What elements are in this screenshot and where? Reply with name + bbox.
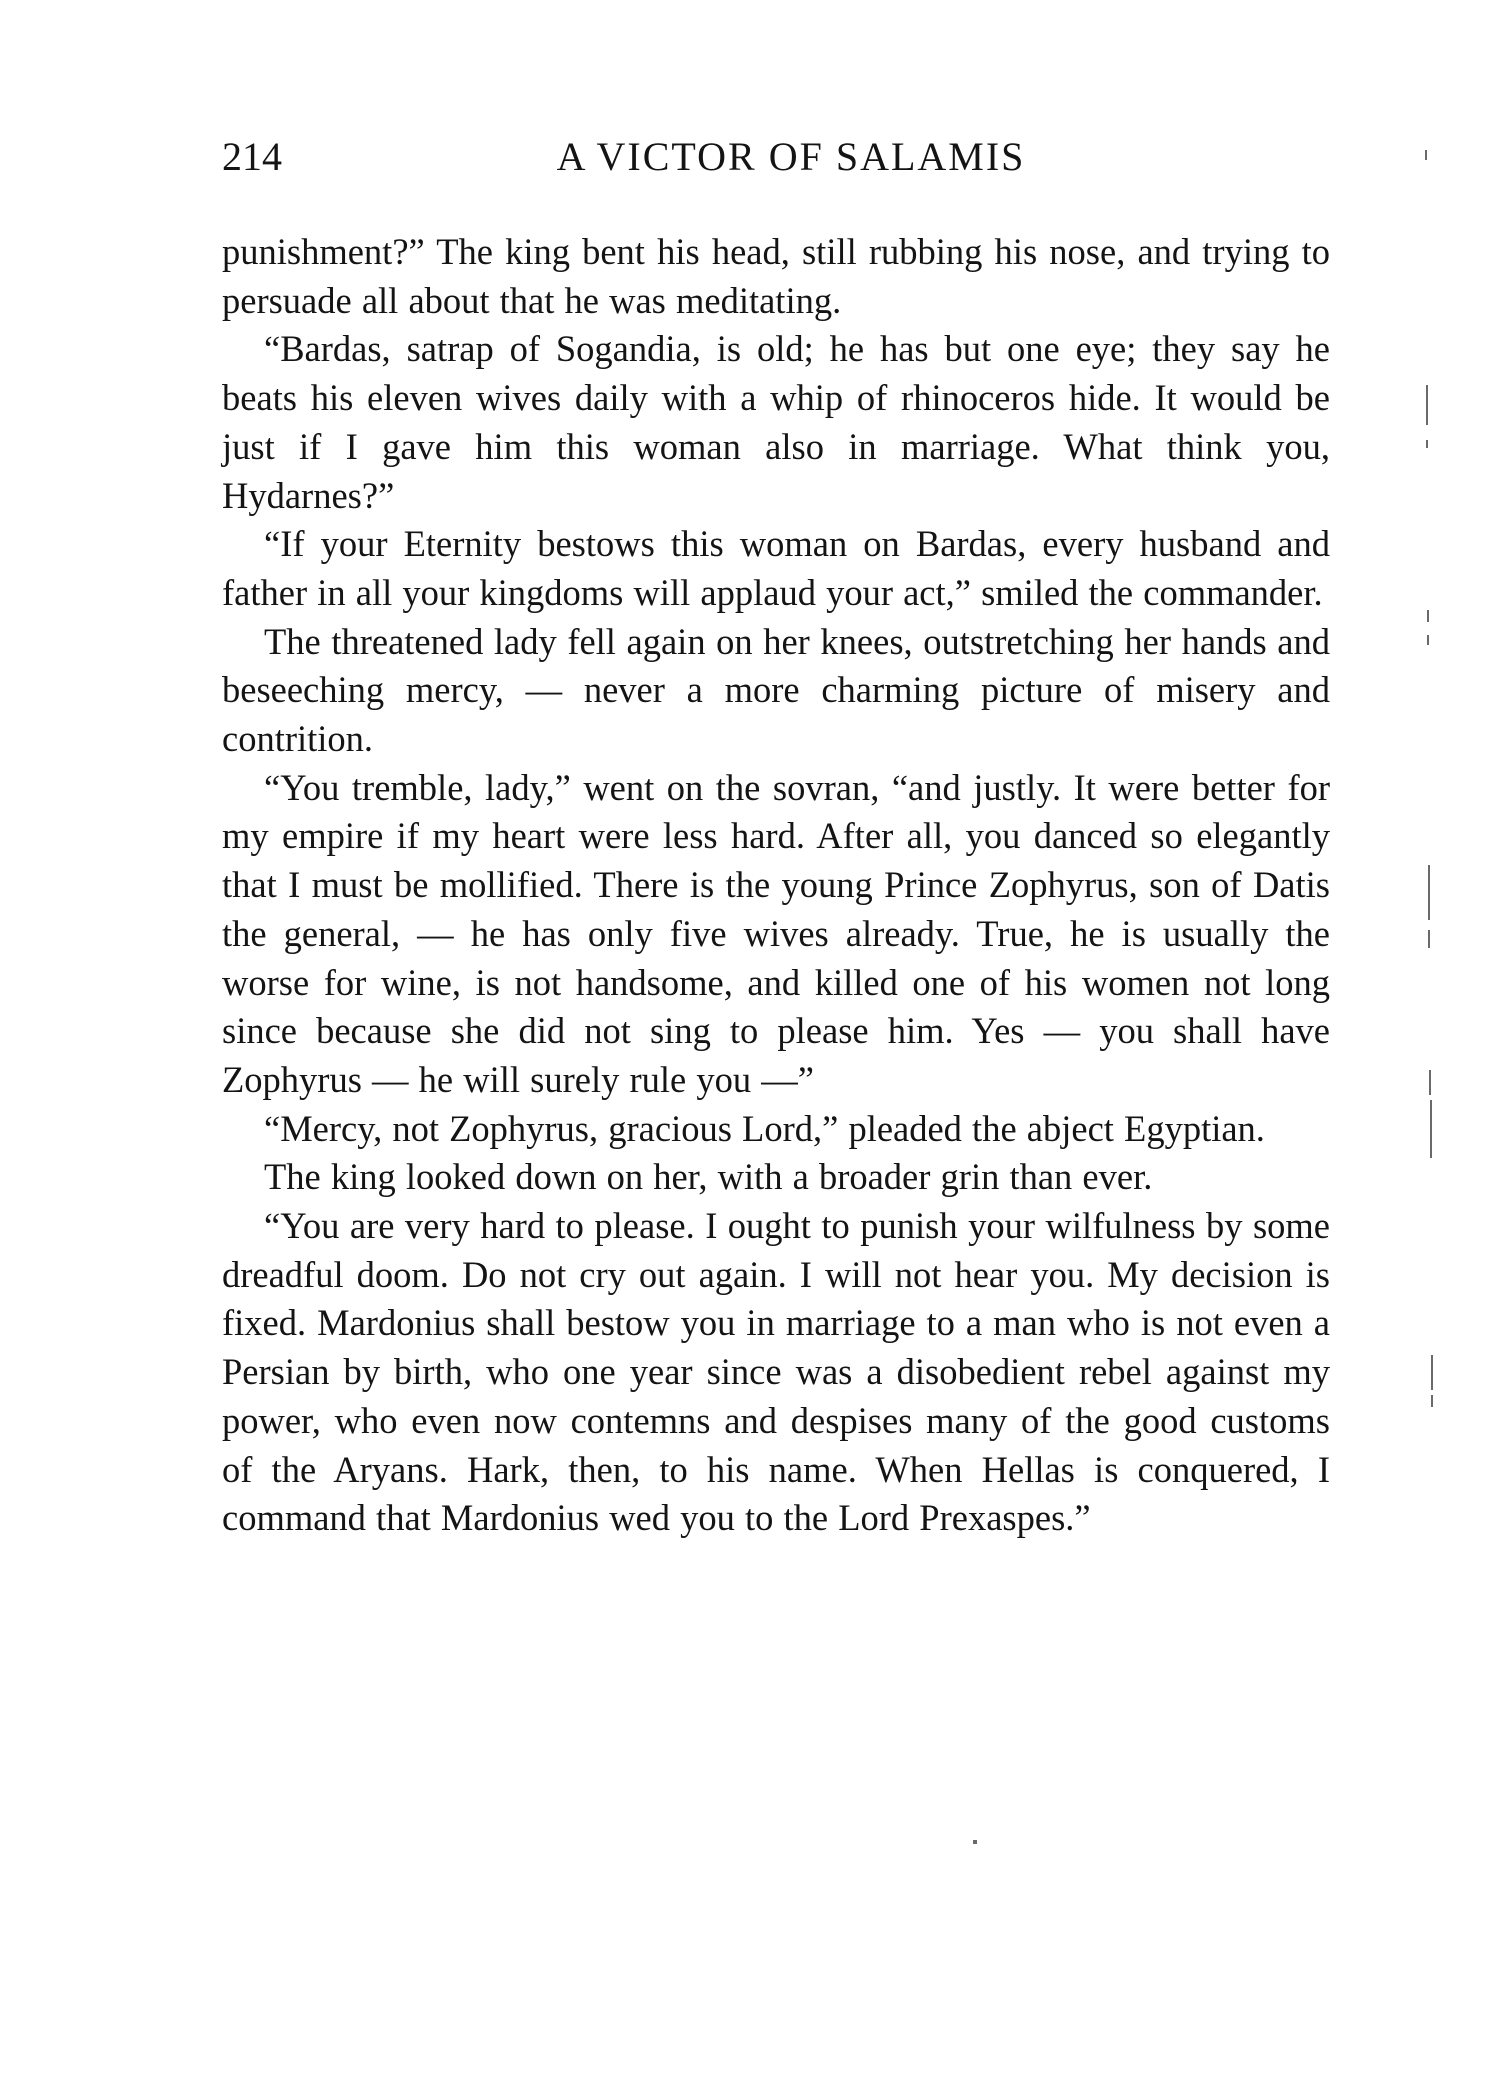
- paragraph: “Mercy, not Zophyrus, gracious Lord,” pleaded the abject Egyptian.: [264, 1107, 1265, 1149]
- scan-artifact: [1428, 865, 1430, 920]
- running-title: A VICTOR OF SALAMIS: [556, 134, 1026, 179]
- scan-artifact: [1425, 150, 1427, 160]
- scan-artifact: [1427, 610, 1429, 622]
- scan-artifact: [973, 1840, 977, 1844]
- paragraph: “Bardas, satrap of Sogandia, is old; he has but one eye; they say he beats his eleven wives daily with a whip of rhinoceros hide. It would be just if I gave him this woman also in marriage. What think you, Hydarnes?”: [222, 328, 1330, 516]
- scan-artifact: [1426, 440, 1428, 448]
- scan-artifact: [1430, 1100, 1432, 1158]
- scan-artifact: [1427, 635, 1429, 645]
- body-text: [222, 228, 1330, 1543]
- page-header: [222, 132, 1330, 182]
- scan-artifact: [1431, 1395, 1433, 1407]
- scan-artifact: [1431, 1355, 1433, 1390]
- paragraph: punishment?” The king bent his head, still rubbing his nose, and trying to persuade all about that he was meditating.: [222, 231, 1330, 321]
- paragraph: The threatened lady fell again on her knees, outstretching her hands and beseeching mercy, — never a more charming picture of misery and contrition.: [222, 620, 1330, 760]
- scan-artifact: [1429, 1070, 1431, 1095]
- paragraph: The king looked down on her, with a broader grin than ever.: [264, 1156, 1153, 1198]
- scan-artifact: [1428, 930, 1430, 948]
- paragraph: “You are very hard to please. I ought to punish your wilfulness by some dreadful doom. Do not cry out again. I will not hear you. My decision is fixed. Mardonius shall bestow you in marriage to a man who is not even a Persian by birth, who one year since was a disobedient rebel against my power, who even now contemns and despises many of the good customs of the Aryans. Hark, then, to his name. When Hellas is conquered, I command that Mardonius wed you to the Lord Prexaspes.”: [222, 1205, 1330, 1539]
- paragraph: “You tremble, lady,” went on the sovran, “and justly. It were better for my empire if my heart were less hard. After all, you danced so elegantly that I must be mollified. There is the young Prince Zophyrus, son of Datis the general, — he has only five wives already. True, he is usually the worse for wine, is not handsome, and killed one of his women not long since because she did not sing to please him. Yes — you shall have Zophyrus — he will surely rule you —”: [222, 766, 1330, 1100]
- scan-artifact: [1426, 385, 1428, 425]
- paragraph: “If your Eternity bestows this woman on Bardas, every husband and father in all your kingdoms will applaud your act,” smiled the commander.: [222, 523, 1330, 613]
- page-number: 214: [222, 134, 282, 179]
